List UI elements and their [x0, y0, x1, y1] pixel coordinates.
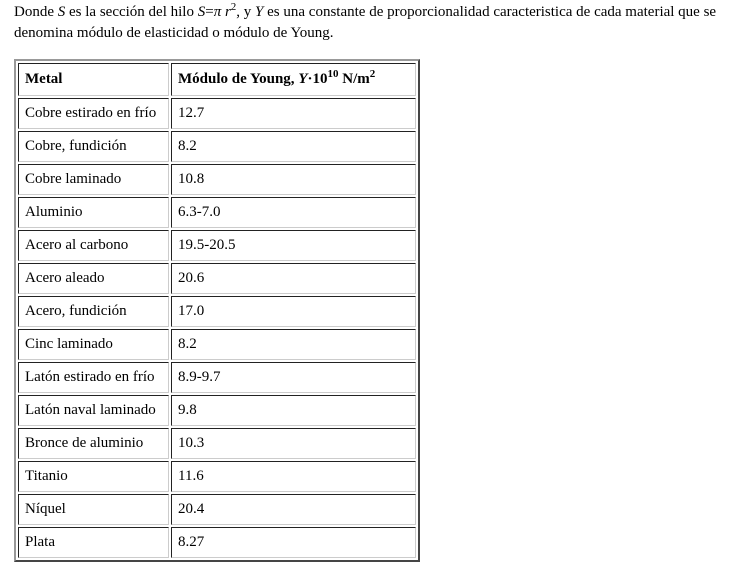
table-row: [18, 428, 416, 459]
metal-cell: Níquel: [18, 494, 169, 525]
exponent: 2: [230, 1, 237, 13]
table-row: [18, 296, 416, 327]
metal-cell: Plata: [18, 527, 169, 558]
young-modulus-table: [14, 59, 420, 562]
metal-cell: Acero aleado: [18, 263, 169, 294]
modulus-cell: 20.6: [171, 263, 416, 294]
modulus-cell: 11.6: [171, 461, 416, 492]
exponent: 10: [327, 68, 339, 80]
var-s: S: [57, 4, 66, 20]
table-row: [18, 329, 416, 360]
modulus-cell: 10.8: [171, 164, 416, 195]
metal-cell: Cinc laminado: [18, 329, 169, 360]
table-row: [18, 461, 416, 492]
text: , y: [236, 4, 256, 20]
var-y: Y: [255, 4, 264, 20]
modulus-cell: 9.8: [171, 395, 416, 426]
modulus-cell: 6.3-7.0: [171, 197, 416, 228]
var-r: r: [221, 4, 231, 20]
table-row: [18, 263, 416, 294]
text: Módulo de Young,: [178, 71, 299, 87]
var-s: S: [197, 4, 206, 20]
metal-cell: Bronce de aluminio: [18, 428, 169, 459]
var-pi: π: [213, 4, 222, 20]
metal-cell: Aluminio: [18, 197, 169, 228]
metal-cell: Acero al carbono: [18, 230, 169, 261]
text: Donde: [14, 4, 58, 20]
modulus-cell: 17.0: [171, 296, 416, 327]
header-metal: Metal: [18, 63, 169, 96]
text: =: [205, 4, 214, 20]
metal-cell: Acero, fundición: [18, 296, 169, 327]
table-row: [18, 164, 416, 195]
text: es la sección del hilo: [65, 4, 198, 20]
modulus-cell: 8.9-9.7: [171, 362, 416, 393]
modulus-cell: 8.27: [171, 527, 416, 558]
metal-cell: Latón naval laminado: [18, 395, 169, 426]
header-row: [18, 63, 416, 96]
exponent: 2: [369, 68, 376, 80]
table-row: [18, 230, 416, 261]
modulus-cell: 19.5-20.5: [171, 230, 416, 261]
var-y: Y: [298, 71, 308, 87]
table-row: [18, 362, 416, 393]
table-row: [18, 98, 416, 129]
header-modulus: [171, 63, 416, 96]
metal-cell: Cobre, fundición: [18, 131, 169, 162]
metal-cell: Cobre estirado en frío: [18, 98, 169, 129]
metal-cell: Titanio: [18, 461, 169, 492]
table-row: [18, 527, 416, 558]
table-row: [18, 494, 416, 525]
modulus-cell: 20.4: [171, 494, 416, 525]
table-row: [18, 131, 416, 162]
metal-cell: Cobre laminado: [18, 164, 169, 195]
text: es una constante de proporcionalidad caracteristica de cada material que se denomina módulo de elasticidad o módulo de Young.: [14, 4, 717, 41]
text: ·10: [307, 71, 328, 87]
modulus-cell: 8.2: [171, 131, 416, 162]
modulus-cell: 10.3: [171, 428, 416, 459]
modulus-cell: 8.2: [171, 329, 416, 360]
text: N/m: [338, 71, 370, 87]
modulus-cell: 12.7: [171, 98, 416, 129]
metal-cell: Latón estirado en frío: [18, 362, 169, 393]
table-row: [18, 395, 416, 426]
intro-paragraph: [14, 2, 729, 44]
table-row: [18, 197, 416, 228]
